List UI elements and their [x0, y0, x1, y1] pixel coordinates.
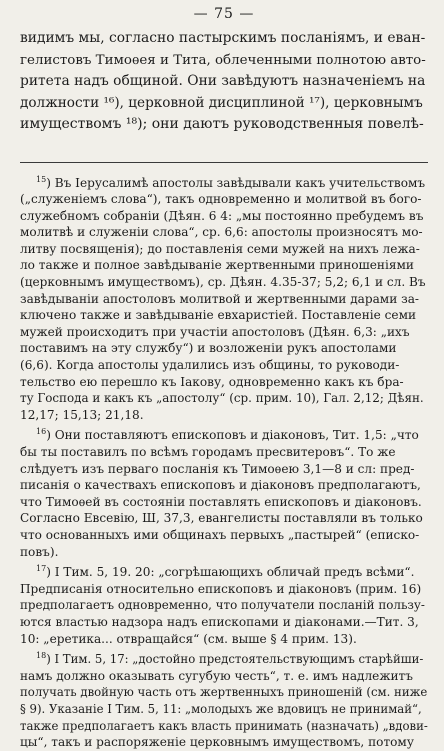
footnote-17	[20, 564, 428, 647]
footnote-line: ются властью надзора надъ епископами и діаконами.—Тит. 3,	[20, 614, 419, 629]
footnote-line: Предписанія относительно епископовъ и діаконовъ (прим. 16)	[20, 581, 422, 596]
footnote-line: предполагаетъ одновременно, что получатели посланій пользу-	[20, 598, 425, 613]
footnote-line: ) І Тим. 5, 17: „достойно предстоятельствующимъ старѣйши-	[46, 652, 424, 667]
main-line: видимъ мы, согласно пастырскимъ посланіямъ, и еван-	[20, 30, 426, 46]
footnote-number: 18	[36, 651, 47, 661]
footnote-line: 12,17; 15,13; 21,18.	[20, 407, 144, 422]
footnote-line: ) І Тим. 5, 19. 20: „согрѣшающихъ обличай предъ всѣми“.	[46, 565, 415, 580]
main-text	[20, 28, 428, 136]
footnote-line: служебномъ собраніи (Дѣян. 6 4: „мы постоянно пребудемъ въ	[20, 208, 424, 223]
footnote-15	[20, 175, 428, 424]
footnote-line: ключено также и завѣдываніе евхаристіей. Поставленіе семи	[20, 308, 417, 323]
footnote-line: ) Въ Іерусалимѣ апостолы завѣдывали какъ учительствомъ	[46, 175, 426, 190]
footnote-16	[20, 427, 428, 560]
footnote-line: 10: „еретика... отвращайся“ (см. выше § 4 прим. 13).	[20, 631, 357, 646]
footnote-line: писанія о качествахъ епископовъ и діаконовъ предполагаютъ,	[20, 478, 421, 493]
footnote-line: молитвѣ и служеніи слова“, ср. 6,6: апостолы произносятъ мо-	[20, 225, 423, 240]
footnote-line: завѣдываніи апостоловъ молитвой и жертвенными дарами за-	[20, 291, 420, 306]
footnote-line: литву посвященія); до поставленія семи мужей на нихъ лежа-	[20, 241, 420, 256]
main-line: должности ¹⁶), церковной дисциплиной ¹⁷), церковнымъ	[20, 94, 423, 111]
footnote-number: 15	[36, 174, 47, 184]
page-number: — 75 —	[193, 6, 255, 22]
footnote-line: мужей происходитъ при участіи апостоловъ (Дѣян. 6,3: „ихъ	[20, 324, 410, 339]
footnote-line: получать двойную часть отъ жертвенныхъ приношеній (см. ниже	[20, 685, 428, 700]
footnote-divider	[20, 162, 428, 163]
footnote-line: что Тимоѳей въ состояніи поставлять епископовъ и діаконовъ.	[20, 494, 422, 509]
footnote-number: 16	[36, 427, 47, 437]
footnote-line: тельство ею перешло къ Іакову, одновременно какъ къ бра-	[20, 374, 404, 389]
footnote-line: § 9). Указаніе І Тим. 5, 11: „молодыхъ же вдовицъ не принимай“,	[20, 701, 422, 716]
footnote-number: 17	[36, 564, 47, 574]
footnote-line: бы ты поставилъ по всѣмъ городамъ пресвитеровъ“. То же	[20, 445, 396, 459]
footnote-line: что основанныхъ ими общинахъ первыхъ „пастырей“ (еписко-	[20, 527, 420, 542]
footnote-line: Согласно Евсевію, Ш, 37,3, евангелисты поставляли въ только	[20, 511, 423, 526]
footnote-18	[20, 651, 428, 751]
footnote-line: намъ должно оказывать сугубую честь“, т. е. имъ надлежитъ	[20, 668, 413, 683]
footnote-line: („служеніемъ слова“), такъ одновременно и молитвой въ бого-	[20, 192, 422, 207]
main-line: гелистовъ Тимоѳея и Тита, облеченными полнотою авто-	[20, 52, 426, 68]
footnote-line: повъ).	[20, 544, 59, 559]
footnote-line: ту Господа и какъ къ „апостолу“ (ср. прим. 10), Гал. 2,12; Дѣян.	[20, 391, 424, 406]
footnote-line: (6,6). Когда апостолы удалились изъ общины, то руководи-	[20, 358, 400, 373]
footnotes	[20, 175, 428, 751]
footnote-line: ) Они поставляютъ епископовъ и діаконовъ, Тит. 1,5: „что	[46, 428, 419, 443]
main-line: имуществомъ ¹⁸); они даютъ руководственныя повелѣ-	[20, 116, 424, 132]
footnote-line: (церковнымъ имуществомъ), ср. Дѣян. 4.35-37; 5,2; 6,1 и сл. Въ	[20, 275, 426, 290]
footnote-line: ло также и полное завѣдываніе жертвенными приношеніями	[20, 258, 414, 273]
footnote-line: поставимъ на эту службу“) и возложеніи рукъ апостолами	[20, 341, 397, 356]
footnote-line: цы“, такъ и распоряженіе церковнымъ имуществомъ, потому	[20, 735, 414, 750]
main-line: ритета надъ общиной. Они завѣдуютъ назначеніемъ на	[20, 73, 426, 89]
footnote-line: также предполагаетъ какъ власть принимать (назначать) „вдови-	[20, 718, 428, 733]
footnote-line: слѣдуетъ изъ перваго посланія къ Тимоѳею 3,1—8 и сл: пред-	[20, 461, 415, 476]
